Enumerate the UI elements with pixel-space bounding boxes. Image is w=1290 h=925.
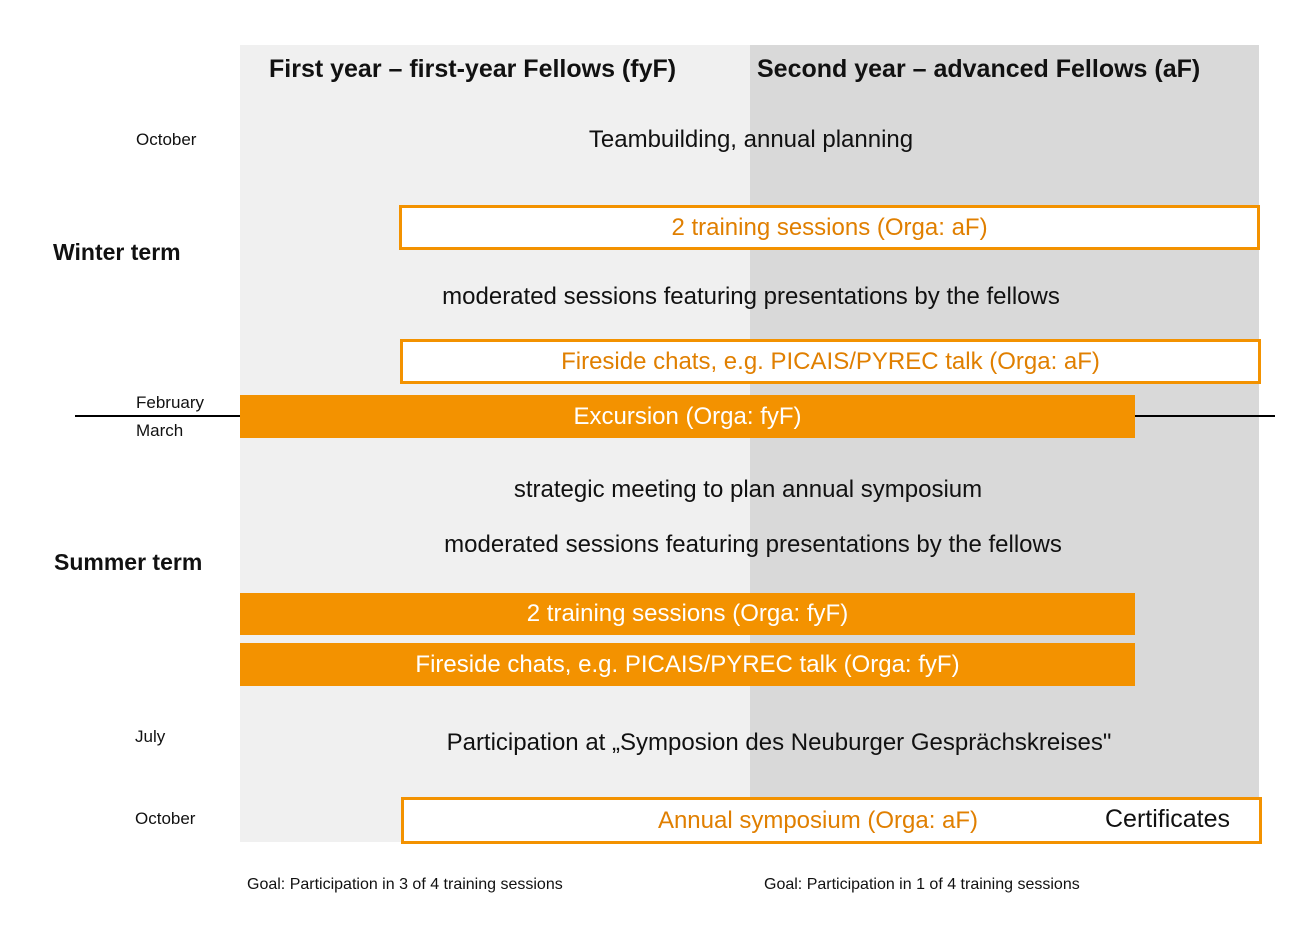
teambuilding-text: Teambuilding, annual planning [588, 126, 914, 153]
summer-fireside-chats-box [240, 643, 1135, 686]
first-year-column [240, 45, 750, 842]
certificates-label: Certificates [1105, 805, 1231, 833]
timeline-label-october-end: October [135, 809, 196, 828]
winter-term-label: Winter term [53, 239, 181, 265]
term-divider-line-left [75, 415, 241, 417]
summer-training-sessions-label: 2 training sessions (Orga: fyF) [526, 600, 849, 627]
second-year-column [750, 45, 1259, 842]
winter-fireside-chats-label: Fireside chats, e.g. PICAIS/PYREC talk (Orga: aF) [561, 347, 1100, 375]
second-year-column-title: Second year – advanced Fellows (aF) [757, 55, 1201, 83]
first-year-column-title: First year – first-year Fellows (fyF) [269, 55, 677, 83]
annual-symposium-label: Annual symposium (Orga: aF) [657, 806, 979, 834]
timeline-label-march: March [136, 421, 184, 440]
excursion-box [240, 395, 1135, 438]
winter-training-sessions-box [399, 205, 1260, 250]
term-divider-line-right [1134, 415, 1275, 417]
excursion-label: Excursion (Orga: fyF) [573, 402, 802, 430]
timeline-label-october-start: October [136, 130, 197, 149]
winter-fireside-chats-box [400, 339, 1261, 384]
summer-training-sessions-box [240, 593, 1135, 635]
summer-term-label: Summer term [54, 549, 203, 575]
winter-training-sessions-label: 2 training sessions (Orga: aF) [671, 213, 988, 241]
strategic-meeting-text: strategic meeting to plan annual symposium [513, 476, 983, 503]
timeline-label-february: February [136, 393, 205, 412]
second-year-goal-text: Goal: Participation in 1 of 4 training sessions [764, 876, 1080, 893]
summer-fireside-chats-label: Fireside chats, e.g. PICAIS/PYREC talk (Orga: fyF) [415, 650, 960, 678]
first-year-goal-text: Goal: Participation in 3 of 4 training sessions [247, 876, 563, 893]
summer-moderated-sessions-text: moderated sessions featuring presentations by the fellows [444, 531, 1062, 558]
symposion-participation-text: Participation at „Symposion des Neuburger Gesprächskreises" [446, 729, 1112, 756]
winter-moderated-sessions-text: moderated sessions featuring presentations by the fellows [442, 283, 1060, 310]
timeline-label-july: July [135, 727, 166, 746]
